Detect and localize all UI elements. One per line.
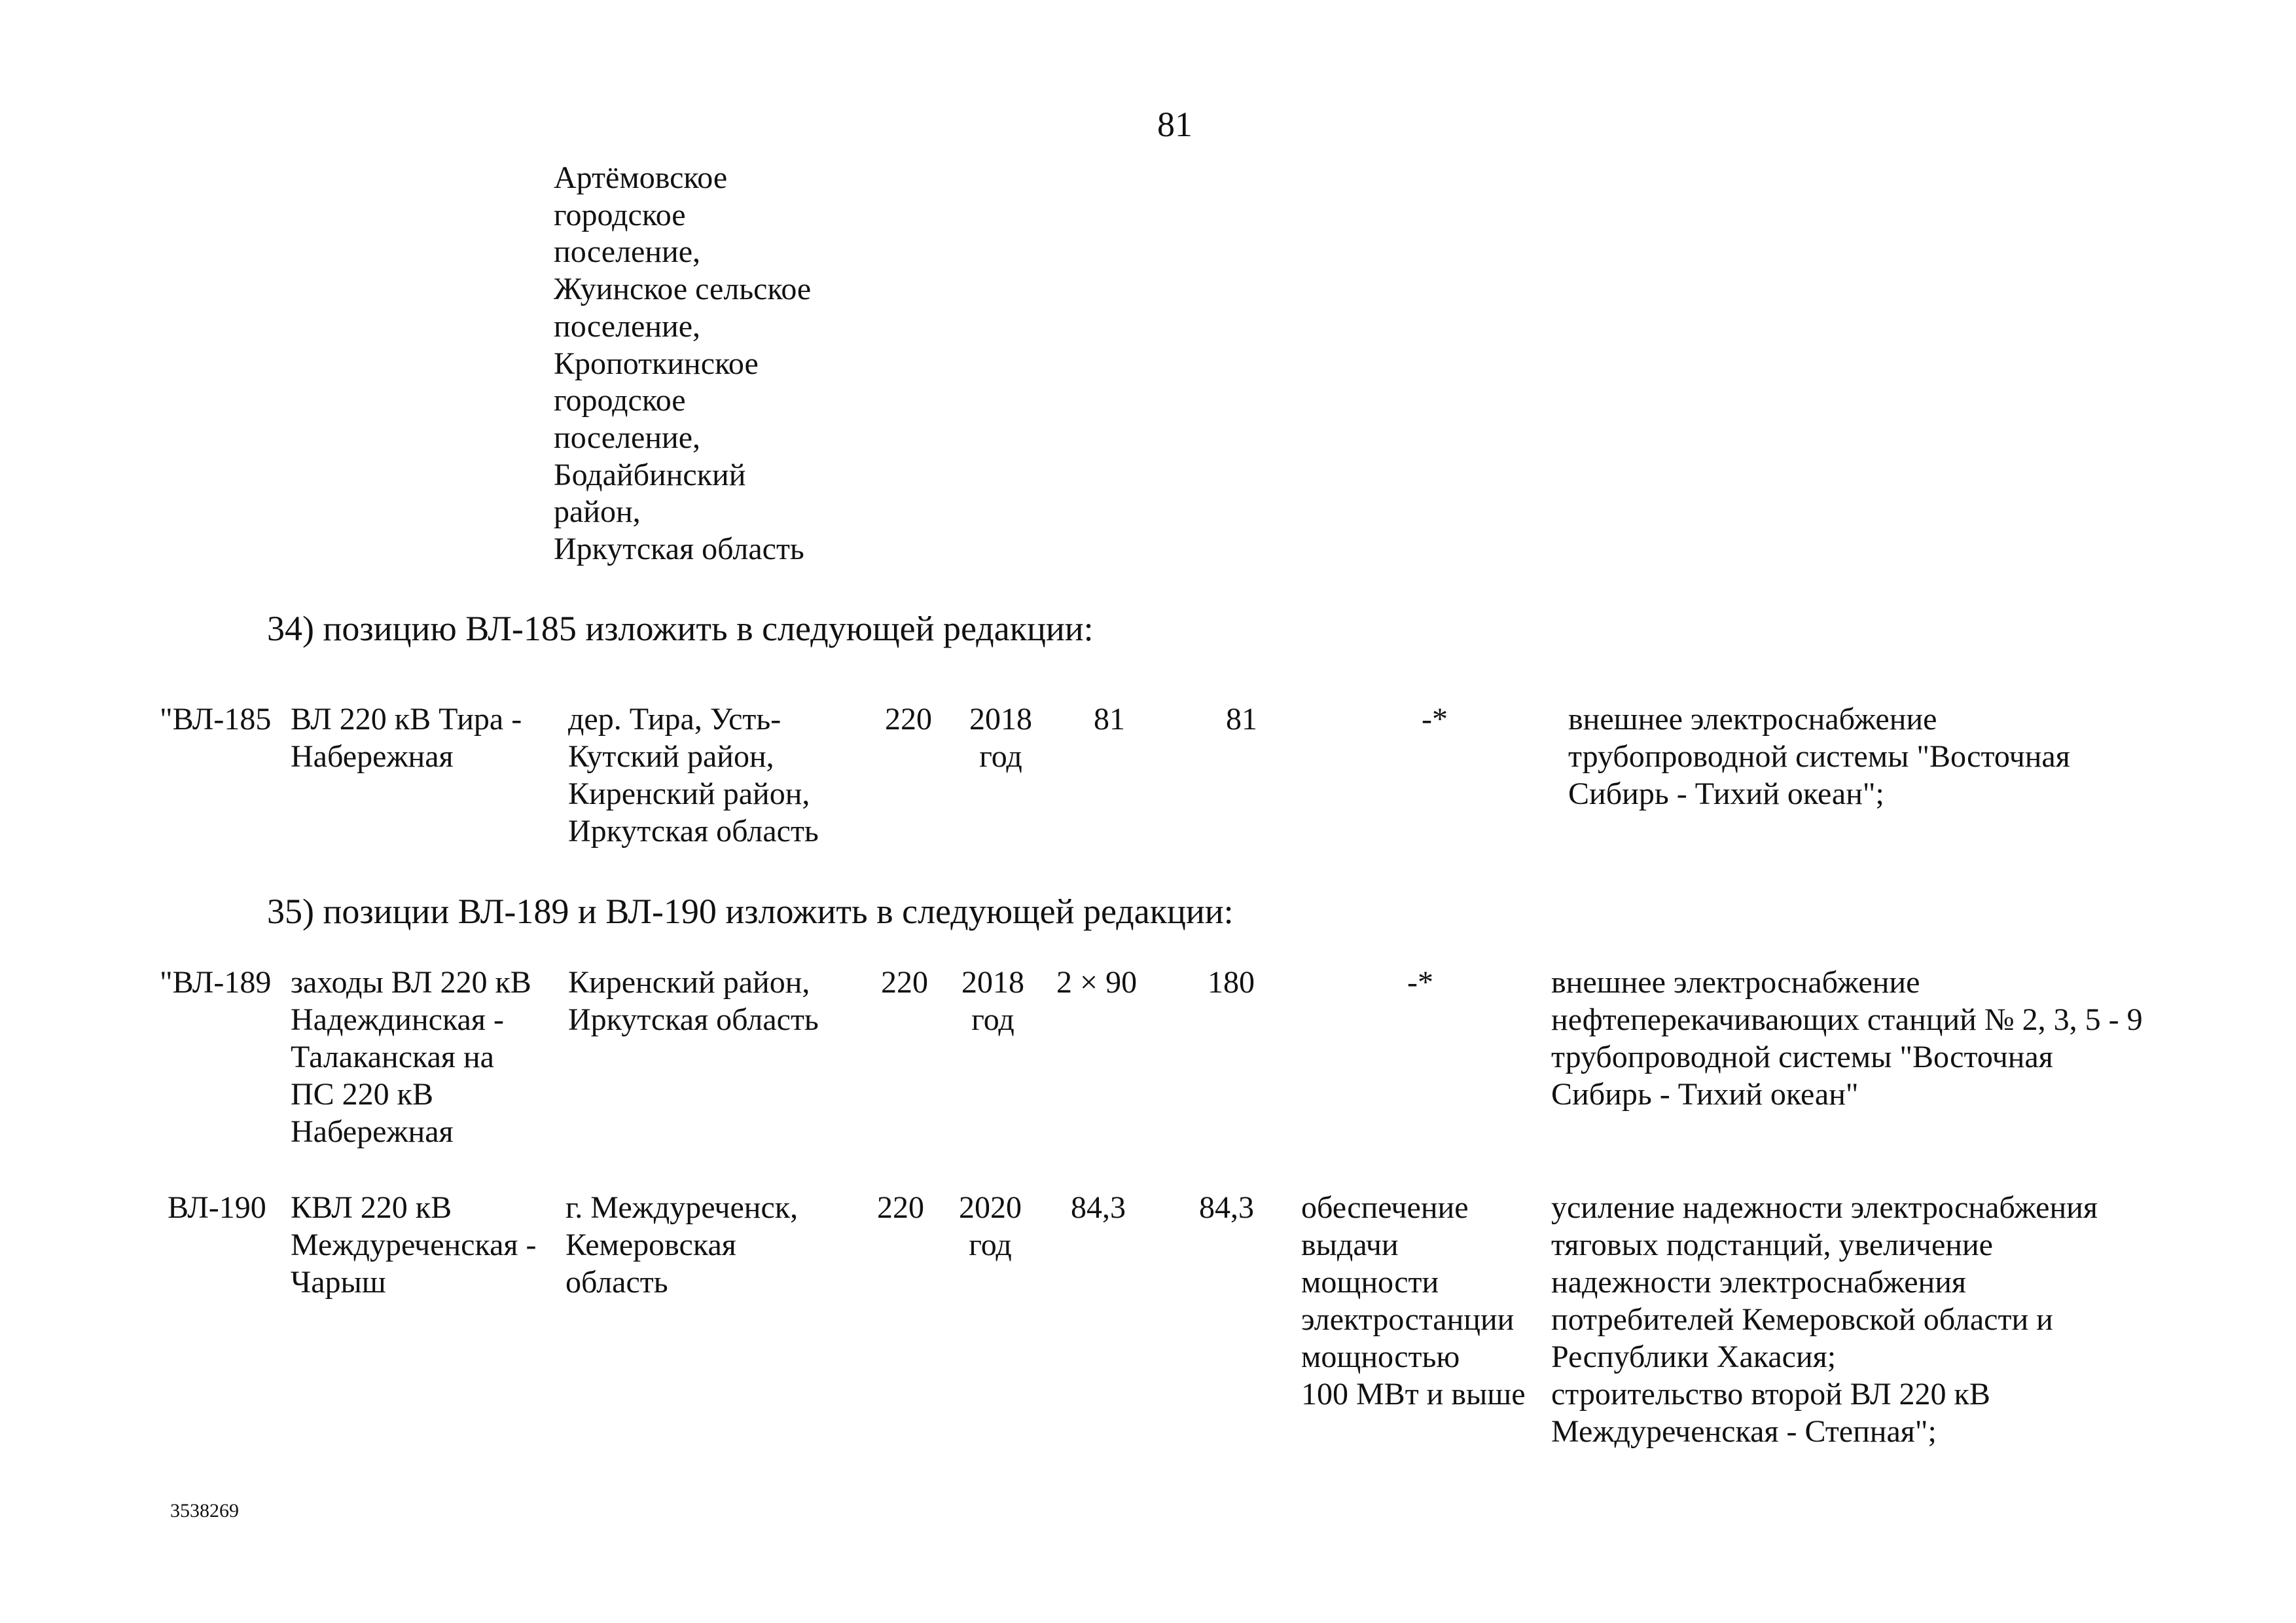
cell-voltage: 220 (877, 1190, 924, 1225)
cell-purpose: обеспечение выдачи мощности электростанции мощностью 100 МВт и выше (1301, 1190, 1526, 1412)
continuation-line: Кропоткинское (554, 346, 759, 381)
cell-voltage: 220 (881, 965, 928, 1000)
instruction-item-34: 34) позицию ВЛ-185 изложить в следующей редакции: (267, 609, 1094, 648)
continuation-line: поселение, (554, 308, 701, 344)
continuation-line: Бодайбинский (554, 457, 746, 492)
cell-goal: внешнее электроснабжение трубопроводной системы "Восточная Сибирь - Тихий океан"; (1568, 702, 2070, 811)
cell-goal: усиление надежности электроснабжения тяговых подстанций, увеличение надежности электроснабжения потребителей Кемеровской области и Республики Хакасия; строительство второй ВЛ 220 кВ Междуреченская - Степная"; (1551, 1190, 2098, 1449)
cell-code: ВЛ-190 (168, 1190, 266, 1225)
continuation-line: Артёмовское (554, 160, 728, 195)
continuation-line: городское (554, 197, 686, 232)
continuation-location-text (554, 160, 811, 568)
cell-year: 2020 год (959, 1190, 1022, 1262)
cell-purpose: -* (1407, 965, 1433, 1000)
cell-year: 2018 год (961, 965, 1024, 1037)
cell-length-1: 2 × 90 (1056, 965, 1138, 1000)
cell-goal: внешнее электроснабжение нефтеперекачивающих станций № 2, 3, 5 - 9 трубопроводной системы "Восточная Сибирь - Тихий океан" (1551, 965, 2143, 1112)
cell-name: заходы ВЛ 220 кВ Надеждинская - Талаканская на ПС 220 кВ Набережная (291, 965, 531, 1149)
cell-code: "ВЛ-185 (160, 702, 272, 737)
cell-location: Киренский район, Иркутская область (568, 965, 819, 1037)
document-id: 3538269 (170, 1500, 239, 1522)
cell-code: "ВЛ-189 (160, 965, 272, 1000)
cell-name: ВЛ 220 кВ Тира - Набережная (291, 702, 522, 774)
cell-year: 2018 год (969, 702, 1032, 774)
cell-length-2: 81 (1226, 702, 1257, 737)
continuation-line: район, (554, 494, 641, 530)
cell-length-2: 84,3 (1199, 1190, 1254, 1225)
cell-location: г. Междуреченск, Кемеровская область (565, 1190, 798, 1300)
cell-voltage: 220 (885, 702, 932, 737)
continuation-line: Иркутская область (554, 532, 804, 567)
continuation-line: поселение, (554, 420, 701, 455)
cell-name: КВЛ 220 кВ Междуреченская - Чарыш (291, 1190, 537, 1300)
cell-length-1: 81 (1094, 702, 1125, 737)
page-number: 81 (1157, 105, 1193, 144)
continuation-line: городское (554, 383, 686, 418)
cell-length-2: 180 (1208, 965, 1255, 1000)
continuation-line: поселение, (554, 234, 701, 270)
cell-length-1: 84,3 (1071, 1190, 1126, 1225)
cell-location: дер. Тира, Усть- Кутский район, Киренский район, Иркутская область (568, 702, 819, 848)
continuation-line: Жуинское сельское (554, 272, 812, 307)
instruction-item-35: 35) позиции ВЛ-189 и ВЛ-190 изложить в следующей редакции: (267, 892, 1234, 931)
cell-purpose: -* (1422, 702, 1448, 737)
